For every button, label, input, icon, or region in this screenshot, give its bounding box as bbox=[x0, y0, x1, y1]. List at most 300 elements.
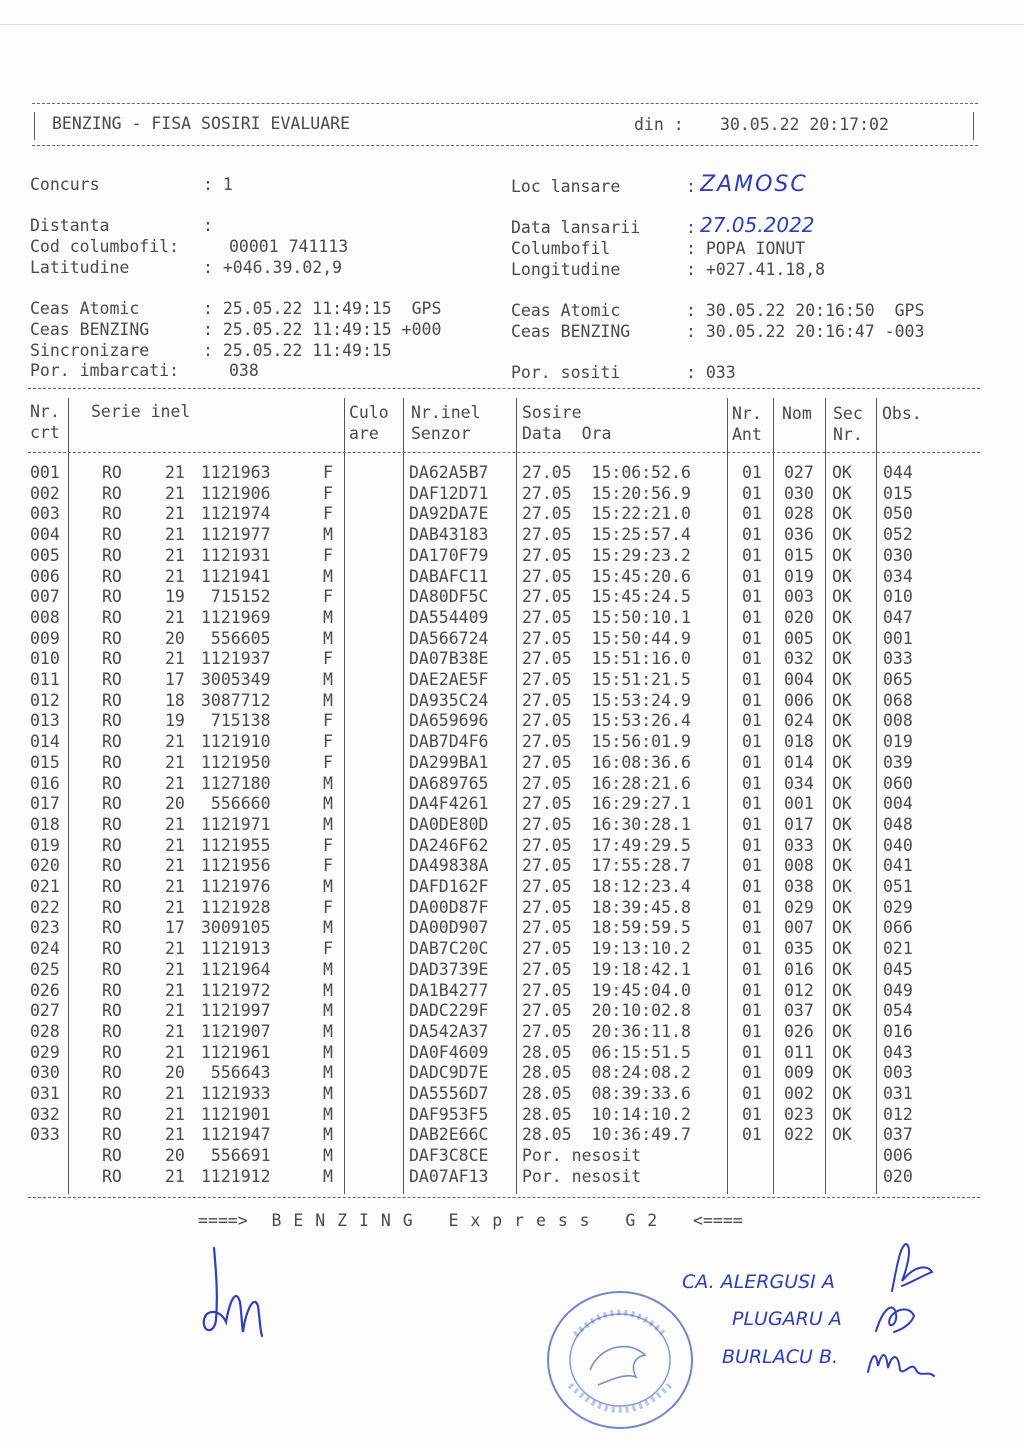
table-row bbox=[0, 877, 1024, 898]
cell-ro: RO bbox=[102, 463, 122, 482]
cell-nom: 015 bbox=[784, 545, 814, 565]
cell-sec: OK bbox=[832, 1084, 852, 1103]
cell-obs: 037 bbox=[883, 1125, 913, 1145]
cell-ring: 1121933 bbox=[201, 1084, 271, 1103]
cell-ant: 01 bbox=[742, 628, 762, 648]
cell-ant: 01 bbox=[742, 959, 762, 979]
cell-sensor: DA170F79 bbox=[409, 545, 489, 565]
cell-ring: 1121972 bbox=[201, 980, 271, 1000]
cell-sosire: 27.05 15:29:23.2 bbox=[522, 545, 691, 565]
cell-sec: OK bbox=[832, 918, 852, 938]
cell-ro: RO bbox=[102, 649, 122, 669]
cell-obs: 012 bbox=[883, 1104, 913, 1124]
association-stamp bbox=[540, 1285, 700, 1435]
cell-ant: 01 bbox=[742, 856, 762, 876]
cell-obs: 004 bbox=[883, 794, 913, 814]
table-row bbox=[0, 463, 1024, 484]
table-row bbox=[0, 608, 1024, 629]
cell-sosire: Por. nesosit bbox=[522, 1146, 642, 1166]
cell-sosire: 27.05 17:49:29.5 bbox=[522, 835, 691, 855]
cell-obs: 043 bbox=[883, 1042, 913, 1062]
cell-ant: 01 bbox=[742, 835, 762, 855]
cell-sensor: DA4F4261 bbox=[409, 794, 489, 814]
cell-nr: 033 bbox=[30, 1125, 60, 1145]
cell-sosire: 27.05 19:18:42.1 bbox=[522, 959, 691, 979]
cell-nom: 038 bbox=[784, 877, 814, 896]
table-row bbox=[0, 1063, 1024, 1084]
cell-nr: 017 bbox=[30, 794, 60, 814]
cell-ring: 1121961 bbox=[201, 1042, 271, 1062]
cell-ant: 01 bbox=[742, 773, 762, 793]
cell-sec: OK bbox=[832, 732, 852, 752]
cell-sosire: 27.05 15:51:21.5 bbox=[522, 670, 691, 689]
cell-nom: 005 bbox=[784, 628, 814, 648]
cell-sec: OK bbox=[832, 1063, 852, 1083]
cell-nr: 018 bbox=[30, 814, 60, 834]
cell-sensor: DAFD162F bbox=[409, 877, 489, 896]
footer-benzing-express: ====> B E N Z I N G E x p r e s s G 2 <==== bbox=[198, 1211, 743, 1230]
cell-yr: 21 bbox=[165, 856, 185, 876]
cell-ring: 556643 bbox=[201, 1063, 271, 1083]
cell-nom: 006 bbox=[784, 690, 814, 710]
cell-nr: 032 bbox=[30, 1104, 60, 1124]
cell-yr: 21 bbox=[165, 1166, 185, 1186]
cell-sex: M bbox=[323, 1146, 333, 1166]
cell-yr: 21 bbox=[165, 1042, 185, 1062]
cell-sosire: 27.05 17:55:28.7 bbox=[522, 856, 691, 876]
cell-sensor: DABAFC11 bbox=[409, 566, 489, 586]
cell-ro: RO bbox=[102, 732, 122, 752]
cell-obs: 033 bbox=[883, 649, 913, 669]
cell-sex: M bbox=[323, 628, 333, 648]
cell-yr: 21 bbox=[165, 504, 185, 524]
cell-nom: 007 bbox=[784, 918, 814, 938]
cell-sosire: Por. nesosit bbox=[522, 1166, 642, 1186]
cell-sensor: DA554409 bbox=[409, 607, 489, 627]
cell-sex: M bbox=[323, 877, 333, 896]
cell-yr: 21 bbox=[165, 649, 185, 669]
cell-sensor: DA00D907 bbox=[409, 918, 489, 938]
cell-sex: M bbox=[323, 1042, 333, 1062]
cell-nom: 016 bbox=[784, 959, 814, 979]
cell-ring: 1121912 bbox=[201, 1166, 271, 1186]
cell-obs: 041 bbox=[883, 856, 913, 876]
signature-committee-2 bbox=[866, 1296, 926, 1341]
cell-ant: 01 bbox=[742, 732, 762, 752]
cell-nom: 009 bbox=[784, 1063, 814, 1083]
cell-nom: 032 bbox=[784, 649, 814, 669]
columbofil-value: : POPA IONUT bbox=[686, 239, 806, 258]
cell-yr: 21 bbox=[165, 752, 185, 772]
cell-sensor: DA62A5B7 bbox=[409, 463, 489, 482]
cell-yr: 21 bbox=[165, 939, 185, 959]
cell-ro: RO bbox=[102, 525, 122, 545]
cell-ro: RO bbox=[102, 670, 122, 689]
ceas-atomic-left-value: : 25.05.22 11:49:15 GPS bbox=[203, 299, 442, 318]
table-row bbox=[0, 691, 1024, 712]
cell-sosire: 27.05 20:10:02.8 bbox=[522, 1001, 691, 1021]
sincronizare-value: : 25.05.22 11:49:15 bbox=[203, 341, 392, 360]
cell-ro: RO bbox=[102, 814, 122, 834]
cell-ant: 01 bbox=[742, 483, 762, 503]
cell-yr: 21 bbox=[165, 483, 185, 503]
cell-sex: M bbox=[323, 1104, 333, 1124]
concurs-value: : 1 bbox=[203, 175, 233, 194]
cell-obs: 048 bbox=[883, 814, 913, 834]
table-row bbox=[0, 1001, 1024, 1022]
cell-nom: 008 bbox=[784, 856, 814, 876]
cell-sec: OK bbox=[832, 1021, 852, 1041]
cell-ant: 01 bbox=[742, 1021, 762, 1041]
cell-nom: 017 bbox=[784, 814, 814, 834]
cell-sensor: DA0DE80D bbox=[409, 814, 489, 834]
cell-nom: 037 bbox=[784, 1001, 814, 1021]
cell-nr: 015 bbox=[30, 752, 60, 772]
cell-sosire: 27.05 15:50:10.1 bbox=[522, 607, 691, 627]
cell-ring: 1121913 bbox=[201, 939, 271, 959]
header-obs: Obs. bbox=[882, 404, 922, 423]
header-nr: Nr. bbox=[30, 402, 60, 421]
cell-ro: RO bbox=[102, 1146, 122, 1166]
loc-label: Loc lansare bbox=[511, 177, 621, 196]
header-crt: crt bbox=[30, 423, 60, 442]
cell-yr: 21 bbox=[165, 980, 185, 1000]
cell-ring: 1127180 bbox=[201, 773, 271, 793]
cell-sec: OK bbox=[832, 463, 852, 482]
cell-sec: OK bbox=[832, 1125, 852, 1145]
cell-ro: RO bbox=[102, 1166, 122, 1186]
cell-ring: 556691 bbox=[201, 1146, 271, 1166]
cell-ant: 01 bbox=[742, 1063, 762, 1083]
cell-ro: RO bbox=[102, 607, 122, 627]
cell-nr: 009 bbox=[30, 628, 60, 648]
cell-obs: 049 bbox=[883, 980, 913, 1000]
cell-nom: 001 bbox=[784, 794, 814, 814]
header-sec: Sec bbox=[833, 404, 863, 423]
distanta-label: Distanta bbox=[30, 216, 110, 235]
cell-ring: 3005349 bbox=[201, 670, 271, 689]
cell-ro: RO bbox=[102, 1021, 122, 1041]
cell-yr: 20 bbox=[165, 794, 185, 814]
data-lansarii-colon: : bbox=[686, 218, 696, 237]
table-row bbox=[0, 774, 1024, 795]
loc-handwritten: ZAMOSC bbox=[700, 172, 808, 197]
cell-obs: 068 bbox=[883, 690, 913, 710]
table-row bbox=[0, 1105, 1024, 1126]
header-serie-inel: Serie inel bbox=[91, 402, 191, 421]
cell-nr: 029 bbox=[30, 1042, 60, 1062]
cell-ant: 01 bbox=[742, 504, 762, 524]
cell-nom: 020 bbox=[784, 607, 814, 627]
title-right-bar bbox=[973, 112, 974, 140]
cell-ro: RO bbox=[102, 1042, 122, 1062]
title-left-bar bbox=[34, 112, 35, 140]
cell-sec: OK bbox=[832, 814, 852, 834]
cell-nom: 036 bbox=[784, 525, 814, 545]
cell-sec: OK bbox=[832, 1104, 852, 1124]
cell-ring: 1121997 bbox=[201, 1001, 271, 1021]
cell-nom: 023 bbox=[784, 1104, 814, 1124]
cell-nom: 012 bbox=[784, 980, 814, 1000]
cell-nr: 026 bbox=[30, 980, 60, 1000]
cell-ring: 1121964 bbox=[201, 959, 271, 979]
cell-obs: 020 bbox=[883, 1166, 913, 1186]
cell-sex: M bbox=[323, 525, 333, 545]
concurs-label: Concurs bbox=[30, 175, 100, 194]
cell-obs: 031 bbox=[883, 1084, 913, 1103]
cell-sec: OK bbox=[832, 566, 852, 586]
cell-nr: 003 bbox=[30, 504, 60, 524]
cell-yr: 21 bbox=[165, 814, 185, 834]
cell-ant: 01 bbox=[742, 980, 762, 1000]
cell-ro: RO bbox=[102, 566, 122, 586]
cell-sosire: 27.05 15:06:52.6 bbox=[522, 463, 691, 482]
cell-nr: 028 bbox=[30, 1021, 60, 1041]
cell-ant: 01 bbox=[742, 566, 762, 586]
cell-nr: 004 bbox=[30, 525, 60, 545]
cell-sensor: DAD3739E bbox=[409, 959, 489, 979]
cell-sec: OK bbox=[832, 483, 852, 503]
table-row bbox=[0, 960, 1024, 981]
cell-sex: M bbox=[323, 794, 333, 814]
cell-sex: F bbox=[323, 732, 333, 752]
signature-committee-3 bbox=[860, 1340, 940, 1385]
cell-sex: M bbox=[323, 773, 333, 793]
cell-ant: 01 bbox=[742, 649, 762, 669]
cell-sex: F bbox=[323, 897, 333, 917]
cell-nr: 021 bbox=[30, 877, 60, 896]
table-row bbox=[0, 753, 1024, 774]
cell-sec: OK bbox=[832, 856, 852, 876]
cell-sosire: 27.05 16:30:28.1 bbox=[522, 814, 691, 834]
cell-obs: 040 bbox=[883, 835, 913, 855]
cell-sensor: DA689765 bbox=[409, 773, 489, 793]
cell-ring: 556660 bbox=[201, 794, 271, 814]
cell-sec: OK bbox=[832, 690, 852, 710]
cell-nr: 011 bbox=[30, 670, 60, 689]
table-row bbox=[0, 1043, 1024, 1064]
cell-ro: RO bbox=[102, 1063, 122, 1083]
cell-ring: 1121931 bbox=[201, 545, 271, 565]
table-row bbox=[0, 732, 1024, 753]
cell-sensor: DAF12D71 bbox=[409, 483, 489, 503]
report-date: 30.05.22 20:17:02 bbox=[720, 115, 889, 134]
cell-sensor: DA542A37 bbox=[409, 1021, 489, 1041]
cell-yr: 21 bbox=[165, 959, 185, 979]
cell-sec: OK bbox=[832, 939, 852, 959]
cell-sex: M bbox=[323, 670, 333, 689]
cell-nr: 013 bbox=[30, 711, 60, 731]
cell-sec: OK bbox=[832, 1001, 852, 1021]
cell-obs: 008 bbox=[883, 711, 913, 731]
cell-ro: RO bbox=[102, 1104, 122, 1124]
header-ant: Ant bbox=[732, 425, 762, 444]
table-row bbox=[0, 649, 1024, 670]
cell-sex: F bbox=[323, 504, 333, 524]
cell-sensor: DAB7C20C bbox=[409, 939, 489, 959]
committee-line-1: CA. ALERGUSI A bbox=[682, 1271, 835, 1293]
ceas-benzing-left-label: Ceas BENZING bbox=[30, 320, 150, 339]
cell-sensor: DA5556D7 bbox=[409, 1084, 489, 1103]
cell-ring: 1121906 bbox=[201, 483, 271, 503]
cell-ant: 01 bbox=[742, 918, 762, 938]
cell-ant: 01 bbox=[742, 752, 762, 772]
cell-sosire: 27.05 15:25:57.4 bbox=[522, 525, 691, 545]
cell-ro: RO bbox=[102, 1125, 122, 1145]
cell-yr: 21 bbox=[165, 607, 185, 627]
cell-obs: 015 bbox=[883, 483, 913, 503]
cell-nom: 027 bbox=[784, 463, 814, 482]
cell-ring: 1121928 bbox=[201, 897, 271, 917]
cell-sex: M bbox=[323, 918, 333, 938]
table-row bbox=[0, 815, 1024, 836]
cell-nom: 035 bbox=[784, 939, 814, 959]
cell-ring: 1121901 bbox=[201, 1104, 271, 1124]
cell-yr: 19 bbox=[165, 711, 185, 731]
header-data-ora: Data Ora bbox=[522, 424, 612, 443]
cell-ro: RO bbox=[102, 587, 122, 607]
table-row bbox=[0, 587, 1024, 608]
cell-sec: OK bbox=[832, 897, 852, 917]
ceas-benzing-right-value: : 30.05.22 20:16:47 -003 bbox=[686, 322, 925, 341]
cell-yr: 21 bbox=[165, 545, 185, 565]
signature-left bbox=[196, 1240, 286, 1340]
cell-sensor: DA80DF5C bbox=[409, 587, 489, 607]
cell-ant: 01 bbox=[742, 1104, 762, 1124]
cell-nr: 002 bbox=[30, 483, 60, 503]
cell-ant: 01 bbox=[742, 587, 762, 607]
cell-sensor: DA566724 bbox=[409, 628, 489, 648]
cell-sex: F bbox=[323, 483, 333, 503]
table-row bbox=[0, 939, 1024, 960]
cell-ro: RO bbox=[102, 1084, 122, 1103]
cell-ring: 1121955 bbox=[201, 835, 271, 855]
cell-ro: RO bbox=[102, 835, 122, 855]
cell-sex: M bbox=[323, 1021, 333, 1041]
cell-sec: OK bbox=[832, 504, 852, 524]
cell-ring: 1121974 bbox=[201, 504, 271, 524]
cell-sex: M bbox=[323, 1166, 333, 1186]
cell-obs: 045 bbox=[883, 959, 913, 979]
table-row bbox=[0, 898, 1024, 919]
cell-sex: M bbox=[323, 980, 333, 1000]
cell-sex: F bbox=[323, 835, 333, 855]
table-row bbox=[0, 525, 1024, 546]
cell-sensor: DAB7D4F6 bbox=[409, 732, 489, 752]
cell-sosire: 28.05 08:39:33.6 bbox=[522, 1084, 691, 1103]
cell-nom: 028 bbox=[784, 504, 814, 524]
cell-yr: 21 bbox=[165, 1021, 185, 1041]
cell-sensor: DA00D87F bbox=[409, 897, 489, 917]
cell-sosire: 27.05 16:29:27.1 bbox=[522, 794, 691, 814]
cell-ring: 1121947 bbox=[201, 1125, 271, 1145]
cell-sosire: 27.05 15:53:24.9 bbox=[522, 690, 691, 710]
table-row bbox=[0, 504, 1024, 525]
cell-sosire: 27.05 15:56:01.9 bbox=[522, 732, 691, 752]
cell-obs: 047 bbox=[883, 607, 913, 627]
cell-ant: 01 bbox=[742, 877, 762, 896]
cell-sosire: 27.05 19:13:10.2 bbox=[522, 939, 691, 959]
cell-sensor: DAE2AE5F bbox=[409, 670, 489, 689]
header-senzor: Senzor bbox=[411, 424, 471, 443]
cell-yr: 21 bbox=[165, 1084, 185, 1103]
ceas-benzing-right-label: Ceas BENZING bbox=[511, 322, 631, 341]
cell-yr: 21 bbox=[165, 566, 185, 586]
scan-edge-line bbox=[0, 24, 1024, 25]
cell-sex: F bbox=[323, 711, 333, 731]
cell-sosire: 27.05 18:59:59.5 bbox=[522, 918, 691, 938]
cell-sex: F bbox=[323, 752, 333, 772]
cell-obs: 060 bbox=[883, 773, 913, 793]
table-row bbox=[0, 794, 1024, 815]
cell-ro: RO bbox=[102, 939, 122, 959]
cell-sec: OK bbox=[832, 1042, 852, 1062]
latitudine-value: : +046.39.02,9 bbox=[203, 258, 343, 277]
cell-nr: 031 bbox=[30, 1084, 60, 1103]
table-row bbox=[0, 546, 1024, 567]
cell-ro: RO bbox=[102, 1001, 122, 1021]
distanta-value: : bbox=[203, 216, 213, 235]
cell-sex: M bbox=[323, 959, 333, 979]
cell-ro: RO bbox=[102, 856, 122, 876]
cell-nom: 024 bbox=[784, 711, 814, 731]
cell-sex: F bbox=[323, 649, 333, 669]
cell-ro: RO bbox=[102, 897, 122, 917]
cell-obs: 039 bbox=[883, 752, 913, 772]
cell-sec: OK bbox=[832, 545, 852, 565]
cell-yr: 21 bbox=[165, 525, 185, 545]
cell-yr: 21 bbox=[165, 1125, 185, 1145]
cell-nom: 004 bbox=[784, 670, 814, 689]
cell-obs: 034 bbox=[883, 566, 913, 586]
cell-nr: 027 bbox=[30, 1001, 60, 1021]
cell-nr: 016 bbox=[30, 773, 60, 793]
cell-ring: 1121937 bbox=[201, 649, 271, 669]
cell-nr: 001 bbox=[30, 463, 60, 482]
cell-sensor: DAB43183 bbox=[409, 525, 489, 545]
table-row bbox=[0, 856, 1024, 877]
committee-line-3: BURLACU B. bbox=[722, 1346, 839, 1368]
cell-ring: 1121976 bbox=[201, 877, 271, 896]
sositi-value: : 033 bbox=[686, 363, 736, 382]
cell-nom: 034 bbox=[784, 773, 814, 793]
table-row bbox=[0, 918, 1024, 939]
cell-ro: RO bbox=[102, 794, 122, 814]
longitudine-value: : +027.41.18,8 bbox=[686, 260, 826, 279]
data-lansarii-handwritten: 27.05.2022 bbox=[700, 213, 815, 237]
sositi-label: Por. sositi bbox=[511, 363, 621, 382]
cell-ring: 1121977 bbox=[201, 525, 271, 545]
report-title: BENZING - FISA SOSIRI EVALUARE bbox=[52, 114, 351, 133]
cell-ant: 01 bbox=[742, 670, 762, 689]
cell-nom: 014 bbox=[784, 752, 814, 772]
cell-ant: 01 bbox=[742, 463, 762, 482]
cell-sensor: DA246F62 bbox=[409, 835, 489, 855]
table-row bbox=[0, 1125, 1024, 1146]
cell-sosire: 27.05 18:12:23.4 bbox=[522, 877, 691, 896]
cell-sec: OK bbox=[832, 773, 852, 793]
cell-sosire: 27.05 15:22:21.0 bbox=[522, 504, 691, 524]
table-row bbox=[0, 711, 1024, 732]
cell-nom: 011 bbox=[784, 1042, 814, 1062]
cell-sex: M bbox=[323, 1001, 333, 1021]
committee-line-2: PLUGARU A bbox=[732, 1308, 842, 1330]
cell-obs: 066 bbox=[883, 918, 913, 938]
cell-ro: RO bbox=[102, 483, 122, 503]
cell-obs: 065 bbox=[883, 670, 913, 689]
cell-sec: OK bbox=[832, 670, 852, 689]
cell-ring: 3087712 bbox=[201, 690, 271, 710]
